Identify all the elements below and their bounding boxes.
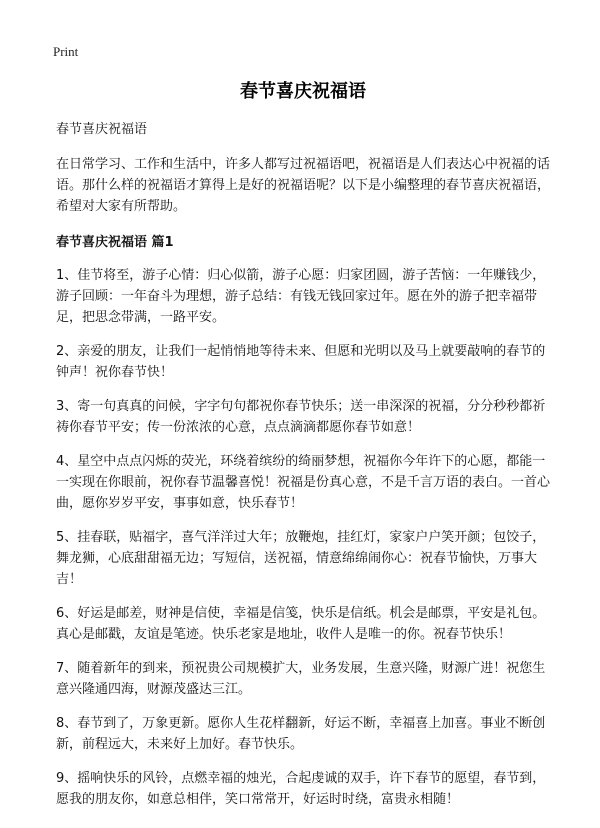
- print-link[interactable]: Print: [53, 44, 79, 59]
- greeting-item: 9、摇响快乐的风铃，点燃幸福的烛光，合起虔诚的双手，许下春节的愿望，春节到，愿我的朋友你，如意总相伴，笑口常常开，好运时时绕，富贵永相随！: [56, 771, 546, 807]
- greeting-item: 8、春节到了，万象更新。愿你人生花样翻新，好运不断，幸福喜上加喜。事业不断创新，前程远大，未来好上加好。春节快乐。: [56, 716, 546, 752]
- page-title: 春节喜庆祝福语: [240, 81, 366, 102]
- section-heading: 春节喜庆祝福语 篇1: [56, 235, 174, 250]
- greeting-item: 6、好运是邮差，财神是信使，幸福是信笺，快乐是信纸。机会是邮票，平安是礼包。真心是邮戳，友谊是笔迹。快乐老家是地址，收件人是唯一的你。祝春节快乐！: [56, 606, 546, 642]
- intro-paragraph: 在日常学习、工作和生活中，许多人都写过祝福语吧，祝福语是人们表达心中祝福的话语。那什么样的祝福语才算得上是好的祝福语呢？以下是小编整理的春节喜庆祝福语，希望对大家有所帮助。: [56, 157, 551, 214]
- document-subtitle: 春节喜庆祝福语: [56, 122, 148, 137]
- greeting-list: [56, 265, 550, 810]
- greeting-item: 5、挂春联，贴福字，喜气洋洋过大年；放鞭炮，挂红灯，家家户户笑开颜；包饺子，舞龙狮，心底甜甜福无边；写短信，送祝福，情意绵绵闹你心：祝春节愉快，万事大吉！: [56, 530, 546, 587]
- greeting-item: 3、寄一句真真的问候，字字句句都祝你春节快乐；送一串深深的祝福，分分秒秒都祈祷你春节平安；传一份浓浓的心意，点点滴滴都愿你春节如意！: [56, 399, 546, 435]
- greeting-item: 4、星空中点点闪烁的荧光，环绕着缤纷的绮丽梦想，祝福你今年许下的心愿，都能一一实现在你眼前，祝你春节温馨喜悦！祝福是份真心意，不是千言万语的表白。一首心曲，愿你岁岁平安，事事如意，快乐春节！: [56, 454, 551, 511]
- greeting-item: 2、亲爱的朋友，让我们一起悄悄地等待未来、但愿和光明以及马上就要敲响的春节的钟声！祝你春节快！: [56, 344, 546, 380]
- greeting-item: 7、随着新年的到来，预祝贵公司规模扩大，业务发展，生意兴隆，财源广进！祝您生意兴隆通四海，财源茂盛达三江。: [56, 661, 546, 697]
- greeting-item: 1、佳节将至，游子心情：归心似箭，游子心愿：归家团圆，游子苦恼：一年赚钱少，游子回顾：一年奋斗为理想，游子总结：有钱无钱回家过年。愿在外的游子把幸福带足，把思念带满，一路平安。: [56, 268, 546, 325]
- document-page: [56, 78, 550, 823]
